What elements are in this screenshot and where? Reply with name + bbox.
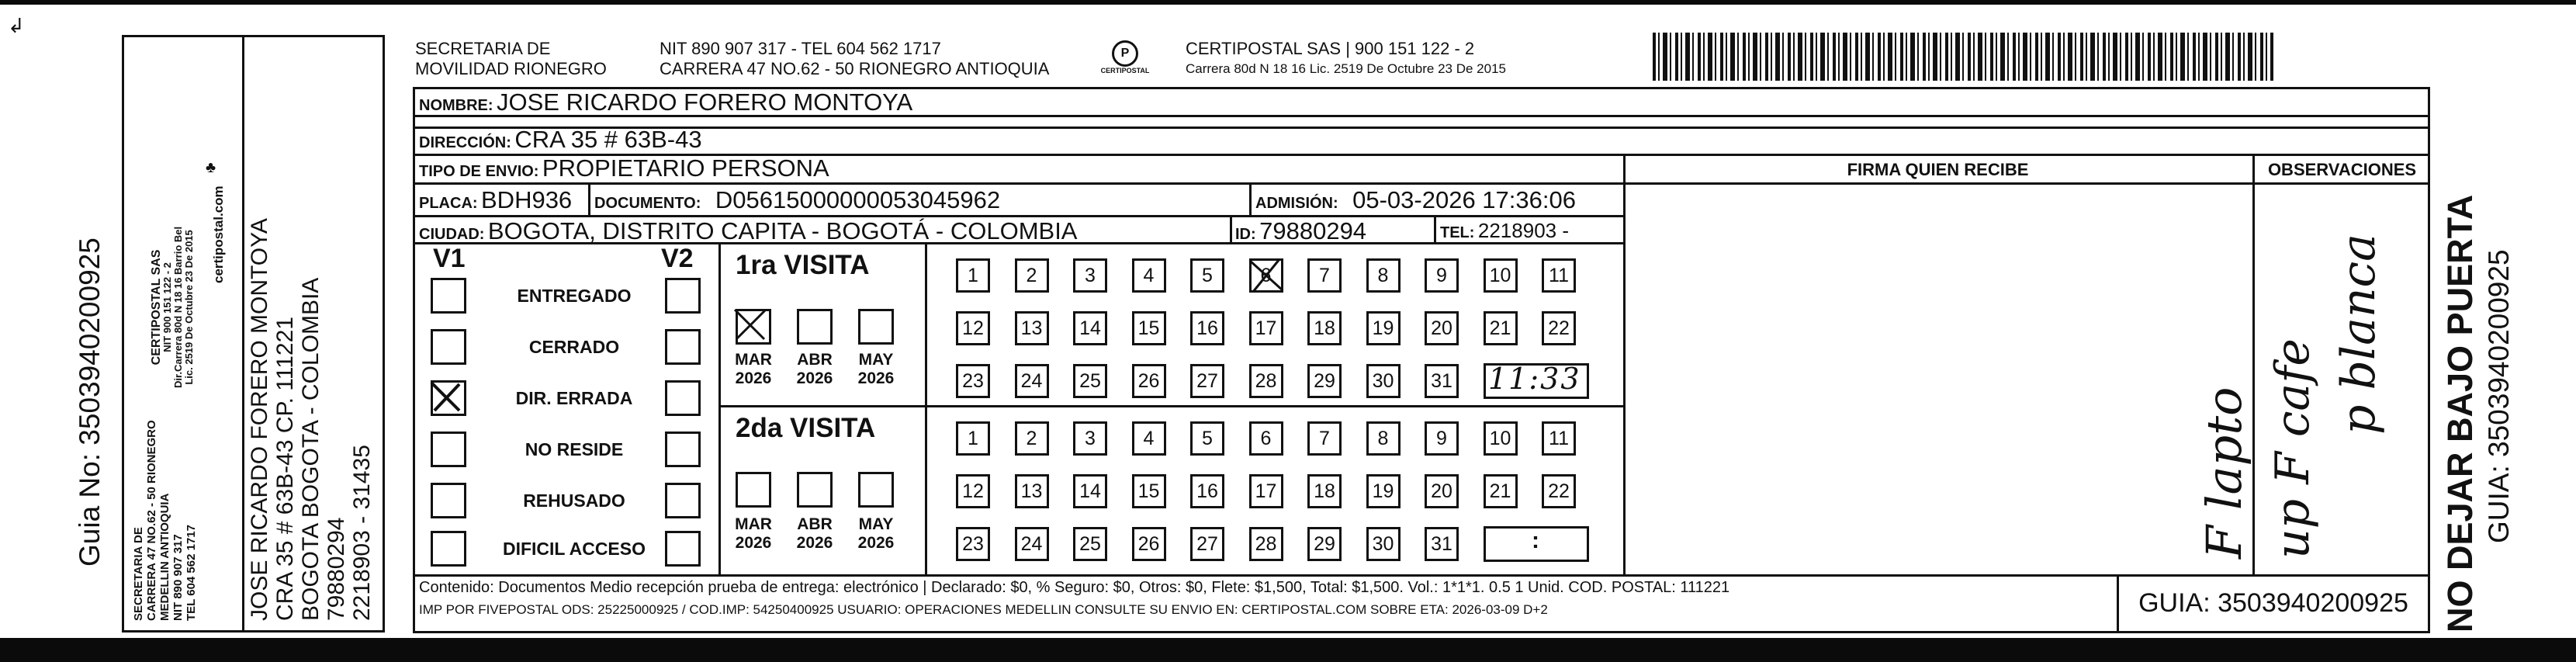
top-edge: [0, 0, 2576, 5]
nombre-value: JOSE RICARDO FORERO MONTOYA: [497, 88, 913, 116]
header-sender-line: SECRETARIA DE: [415, 39, 551, 58]
ciudad-label: CIUDAD:: [419, 226, 485, 243]
courier-logo: [1098, 40, 1152, 75]
day-cell[interactable]: 6: [1249, 258, 1283, 293]
day-cell[interactable]: 15: [1132, 474, 1166, 508]
sender-lines: [132, 420, 198, 621]
day-cell[interactable]: 13: [1015, 311, 1049, 345]
day-cell[interactable]: 15: [1132, 311, 1166, 345]
status-checkbox-v2-rehusado[interactable]: [665, 483, 701, 518]
header-contact-line: NIT 890 907 317 - TEL 604 562 1717: [660, 39, 941, 58]
day-cell[interactable]: 26: [1132, 527, 1166, 561]
courier-name: CERTIPOSTAL SAS | 900 151 122 - 2: [1186, 39, 1475, 58]
day-cell[interactable]: 1: [956, 421, 990, 456]
visit2-month-checkbox-mar[interactable]: [736, 472, 771, 508]
documento-label: DOCUMENTO:: [594, 195, 701, 212]
month-year: 2026: [735, 534, 772, 552]
website: certipostal.com: [211, 185, 226, 283]
day-cell[interactable]: 17: [1249, 311, 1283, 345]
observaciones-label: OBSERVACIONES: [2267, 160, 2417, 179]
footer-print-info: IMP POR FIVEPOSTAL ODS: 25225000925 / COD.IMP: 54250400925 USUARIO: OPERACIONES MEDELLIN CONSULTE SU ENVIO EN: CERTIPOSTAL.COM SOBRE ETA: 2026-03-09 D+2: [419, 602, 1548, 617]
day-cell[interactable]: 20: [1425, 311, 1459, 345]
month-year: 2026: [796, 369, 833, 387]
status-checkbox-v1-cerrado[interactable]: [431, 329, 466, 365]
day-cell[interactable]: 20: [1425, 474, 1459, 508]
admision-value: 05-03-2026 17:36:06: [1352, 186, 1576, 213]
status-label-dificil-acceso: DIFICIL ACCESO: [502, 539, 646, 559]
header-contact-line: CARRERA 47 NO.62 - 50 RIONEGRO ANTIOQUIA: [660, 59, 1050, 78]
day-cell[interactable]: 9: [1425, 258, 1459, 293]
month-name: ABR: [797, 351, 833, 369]
recipient-line: 79880294: [324, 517, 349, 621]
visit1-month-checkbox-abr[interactable]: [797, 309, 833, 345]
courier-logo-icon: P: [1112, 40, 1138, 67]
courier-address: Carrera 80d N 18 16 Lic. 2519 De Octubre 23 De 2015: [1186, 61, 1506, 76]
status-checkbox-v2-cerrado[interactable]: [665, 329, 701, 365]
sender-line: SECRETARIA DE: [132, 527, 145, 621]
visit2-month-mar: [728, 515, 779, 553]
header-sender: [415, 39, 607, 79]
documento-row: [594, 186, 1000, 214]
day-cell[interactable]: 21: [1484, 311, 1518, 345]
tipo-value: PROPIETARIO PERSONA: [542, 154, 829, 182]
courier-logo-text: CERTIPOSTAL: [1100, 67, 1150, 75]
visit1-month-checkbox-mar[interactable]: [736, 309, 771, 345]
tipo-row: [419, 154, 829, 182]
bottom-bar: [0, 638, 2576, 662]
day-cell[interactable]: 31: [1425, 364, 1459, 398]
sender-line: MEDELLIN ANTIOQUIA: [158, 493, 171, 621]
x-mark-icon: [733, 307, 769, 342]
courier-line: Lic. 2519 De Octubre 23 De 2015: [183, 230, 195, 385]
day-cell[interactable]: 10: [1484, 421, 1518, 456]
day-cell[interactable]: 24: [1015, 527, 1049, 561]
month-name: MAY: [858, 515, 894, 533]
status-checkbox-v1-entregado[interactable]: [431, 278, 466, 314]
day-cell[interactable]: 21: [1484, 474, 1518, 508]
visit1-month-checkbox-may[interactable]: [858, 309, 894, 345]
month-year: 2026: [857, 369, 895, 387]
status-checkbox-v2-dir-errada[interactable]: [665, 380, 701, 416]
courier-line: NIT 900 151 122 - 2: [161, 262, 173, 352]
right-guia: GUIA: 3503940200925: [2483, 249, 2515, 543]
visit1-time-value: 11:33: [1488, 362, 1581, 396]
day-cell[interactable]: 27: [1190, 527, 1224, 561]
admision-label: ADMISIÓN:: [1255, 195, 1338, 212]
right-title: NO DEJAR BAJO PUERTA: [2440, 194, 2480, 633]
barcode: [1653, 33, 2273, 81]
tipo-label: TIPO DE ENVIO:: [419, 163, 539, 180]
day-cell[interactable]: 27: [1190, 364, 1224, 398]
id-row: [1235, 217, 1366, 245]
v2-label: V2: [661, 244, 694, 273]
visit2-month-checkbox-may[interactable]: [858, 472, 894, 508]
day-cell[interactable]: 22: [1542, 311, 1576, 345]
day-cell[interactable]: 31: [1425, 527, 1459, 561]
visit1-month-mar: [728, 351, 779, 388]
status-checkbox-v1-rehusado[interactable]: [431, 483, 466, 518]
id-value: 79880294: [1259, 217, 1367, 244]
sender-line: NIT 890 907 317: [171, 534, 185, 621]
recipient-line: BOGOTA BOGOTA - COLOMBIA: [298, 277, 324, 621]
day-cell[interactable]: 26: [1132, 364, 1166, 398]
month-name: MAY: [858, 351, 894, 369]
status-label-dir-errada: DIR. ERRADA: [515, 388, 633, 408]
observation-line-1: up F cafe: [2266, 338, 2320, 559]
month-year: 2026: [796, 534, 833, 552]
day-cell[interactable]: 8: [1366, 421, 1401, 456]
day-cell[interactable]: 30: [1366, 527, 1401, 561]
day-cell[interactable]: 23: [956, 527, 990, 561]
documento-value: D05615000000053045962: [715, 186, 1001, 213]
admision-row: [1255, 186, 1576, 214]
v1-label: V1: [433, 244, 466, 273]
day-cell[interactable]: 16: [1190, 474, 1224, 508]
day-cell[interactable]: 19: [1366, 311, 1401, 345]
courier-lines: [151, 227, 195, 388]
status-label-no-reside: NO RESIDE: [525, 439, 624, 459]
day-cell[interactable]: 5: [1190, 421, 1224, 456]
month-name: ABR: [797, 515, 833, 533]
ciudad-value: BOGOTA, DISTRITO CAPITA - BOGOTÁ - COLOMBIA: [487, 217, 1078, 244]
status-checkbox-v2-no-reside[interactable]: [665, 432, 701, 467]
day-cell[interactable]: 14: [1073, 311, 1107, 345]
day-cell[interactable]: 28: [1249, 527, 1283, 561]
tel-row: [1440, 219, 1569, 243]
status-checkbox-v1-dificil-acceso[interactable]: [431, 531, 466, 567]
placa-value: BDH936: [481, 186, 573, 213]
sender-line: CARRERA 47 NO.62 - 50 RIONEGRO: [145, 420, 158, 621]
day-cell[interactable]: 12: [956, 474, 990, 508]
day-cell[interactable]: 1: [956, 258, 990, 293]
left-stub: [0, 0, 124, 662]
direccion-row: [419, 126, 702, 154]
observation-line-2: p blanca: [2332, 234, 2386, 435]
direccion-label: DIRECCIÓN:: [419, 134, 511, 151]
day-cell[interactable]: 25: [1073, 527, 1107, 561]
day-cell[interactable]: 2: [1015, 258, 1049, 293]
day-cell[interactable]: 5: [1190, 258, 1224, 293]
ciudad-row: [419, 217, 1077, 245]
day-cell[interactable]: 28: [1249, 364, 1283, 398]
status-checkbox-v1-dir-errada[interactable]: [431, 380, 466, 416]
visit2-month-abr: [789, 515, 840, 553]
logo-small-icon: ♣: [206, 159, 216, 176]
day-cell[interactable]: 14: [1073, 474, 1107, 508]
day-cell[interactable]: 29: [1307, 527, 1342, 561]
placa-label: PLACA:: [419, 195, 478, 212]
signature-handwriting: F lapto: [2196, 386, 2252, 559]
day-cell[interactable]: 11: [1542, 258, 1576, 293]
courier-line: Dir.Carrera 80d N 18 16 Barrio Bel: [172, 226, 184, 388]
day-cell[interactable]: 8: [1366, 258, 1401, 293]
status-label-entregado: ENTREGADO: [517, 286, 632, 306]
visit2-month-may: [850, 515, 902, 553]
day-cell[interactable]: 18: [1307, 474, 1342, 508]
day-cell[interactable]: 30: [1366, 364, 1401, 398]
header-contact: [660, 39, 1049, 79]
month-year: 2026: [857, 534, 895, 552]
day-cell[interactable]: 4: [1132, 258, 1166, 293]
header-sender-line: MOVILIDAD RIONEGRO: [415, 59, 607, 78]
day-cell[interactable]: 7: [1307, 258, 1342, 293]
id-label: ID:: [1235, 226, 1256, 243]
month-year: 2026: [735, 369, 772, 387]
day-cell[interactable]: 25: [1073, 364, 1107, 398]
corner-mark: ↲: [8, 14, 25, 37]
nombre-row: [419, 88, 912, 116]
firma-label: FIRMA QUIEN RECIBE: [1847, 160, 2029, 179]
guia-number-vertical: Guia No: 3503940200925: [74, 237, 106, 567]
day-cell[interactable]: 11: [1542, 421, 1576, 456]
day-cell[interactable]: 19: [1366, 474, 1401, 508]
day-cell[interactable]: 2: [1015, 421, 1049, 456]
day-cell[interactable]: 6: [1249, 421, 1283, 456]
visit2-month-checkbox-abr[interactable]: [797, 472, 833, 508]
day-cell[interactable]: 9: [1425, 421, 1459, 456]
day-cell[interactable]: 4: [1132, 421, 1166, 456]
tel-value: 2218903 -: [1477, 219, 1569, 242]
day-cell[interactable]: 12: [956, 311, 990, 345]
status-label-rehusado: REHUSADO: [523, 490, 625, 511]
status-label-cerrado: CERRADO: [528, 337, 620, 357]
visit2-time-colon: :: [1532, 528, 1539, 553]
day-cell[interactable]: 22: [1542, 474, 1576, 508]
header-courier: [1186, 39, 1506, 79]
day-cell[interactable]: 10: [1484, 258, 1518, 293]
nombre-label: NOMBRE:: [419, 97, 493, 114]
footer-guia: GUIA: 3503940200925: [2138, 588, 2408, 618]
day-cell[interactable]: 29: [1307, 364, 1342, 398]
placa-row: [419, 186, 572, 214]
x-mark-icon: [1247, 256, 1286, 295]
day-cell[interactable]: 17: [1249, 474, 1283, 508]
day-cell[interactable]: 3: [1073, 421, 1107, 456]
recipient-line: CRA 35 # 63B-43 CP. 111221: [272, 317, 298, 621]
day-cell[interactable]: 13: [1015, 474, 1049, 508]
day-cell[interactable]: 18: [1307, 311, 1342, 345]
courier-line: CERTIPOSTAL SAS: [150, 249, 163, 366]
day-cell[interactable]: 3: [1073, 258, 1107, 293]
day-cell[interactable]: 7: [1307, 421, 1342, 456]
month-name: MAR: [735, 515, 772, 533]
tel-label: TEL:: [1440, 224, 1475, 241]
sender-line: TEL 604 562 1717: [185, 525, 198, 621]
day-cell[interactable]: 23: [956, 364, 990, 398]
recipient-line: 2218903 - 31435: [349, 445, 375, 621]
month-name: MAR: [735, 351, 772, 369]
visit1-month-abr: [789, 351, 840, 388]
recipient-line: JOSE RICARDO FORERO MONTOYA: [247, 218, 272, 621]
visit1-month-may: [850, 351, 902, 388]
visit1-title: 1ra VISITA: [736, 250, 870, 280]
status-checkbox-v1-no-reside[interactable]: [431, 432, 466, 467]
direccion-value: CRA 35 # 63B-43: [514, 126, 702, 153]
footer-content: Contenido: Documentos Medio recepción prueba de entrega: electrónico | Declarado: $0, % Seguro: $0, Otros: $0, Flete: $1,500, Total: $1,500. Vol.: 1*1*1. 0.5 1 Unid. COD. POSTAL: 111221: [419, 579, 1730, 596]
status-checkbox-v2-dificil-acceso[interactable]: [665, 531, 701, 567]
day-cell[interactable]: 24: [1015, 364, 1049, 398]
x-mark-icon: [428, 378, 464, 414]
day-cell[interactable]: 16: [1190, 311, 1224, 345]
status-checkbox-v2-entregado[interactable]: [665, 278, 701, 314]
visit2-title: 2da VISITA: [736, 413, 876, 443]
recipient-lines: [247, 218, 375, 621]
